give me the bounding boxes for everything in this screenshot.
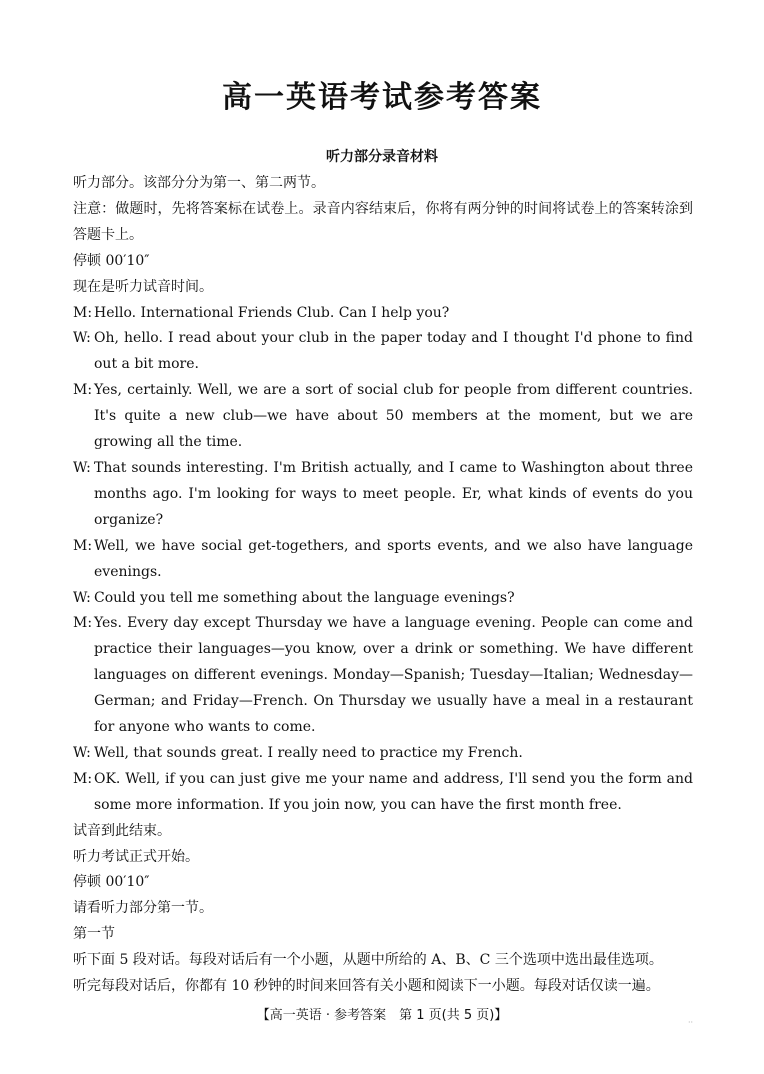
outro-paragraph: 请看听力部分第一节。 — [73, 900, 213, 917]
utterance: Well, we have social get-togethers, and sports events, and we also have language evenings. — [94, 537, 693, 580]
intro-paragraph: 听力部分。该部分分为第一、第二两节。 — [73, 175, 325, 191]
speaker-label: M: — [73, 615, 93, 632]
dialogue-line — [73, 456, 693, 534]
speaker-label: W: — [73, 330, 91, 347]
utterance: Oh, hello. I read about your club in the paper today and I thought I'd phone to find out a bit more. — [94, 330, 693, 373]
dialogue-line — [73, 611, 693, 741]
utterance: Could you tell me something about the language evenings? — [94, 589, 515, 606]
utterance: Well, that sounds great. I really need to practice my French. — [94, 744, 523, 761]
dialogue-line — [73, 378, 693, 456]
outro-paragraph: 试音到此结束。 — [73, 822, 171, 839]
outro-paragraph: 听力考试正式开始。 — [73, 848, 199, 865]
utterance: OK. Well, if you can just give me your name and address, I'll send you the form and some more information. If you join now, you can have the first month free. — [94, 770, 693, 813]
page-footer: 【高一英语 · 参考答案 第 1 页(共 5 页)】 — [256, 1008, 508, 1023]
utterance: Hello. International Friends Club. Can I help you? — [94, 304, 450, 321]
document-body — [73, 171, 693, 1000]
dialogue-line — [73, 767, 693, 819]
speaker-label: M: — [73, 382, 93, 399]
speaker-label: W: — [73, 744, 91, 761]
instruction-paragraph: 听完每段对话后，你都有 10 秒钟的时间来回答有关小题和阅读下一小题。每段对话仅读一遍。 — [73, 978, 660, 995]
utterance: That sounds interesting. I'm British actually, and I came to Washington about three months ago. I'm looking for ways to meet people. Er, what kinds of events do you organize? — [94, 459, 693, 528]
speaker-label: W: — [73, 589, 91, 606]
speaker-label: M: — [73, 770, 93, 787]
utterance: Yes, certainly. Well, we are a sort of social club for people from different countries. It's quite a new club—we have about 50 members at the moment, but we are growing all the time. — [94, 382, 693, 451]
instruction-paragraph: 听下面 5 段对话。每段对话后有一个小题，从题中所给的 A、B、C 三个选项中选出最佳选项。 — [73, 952, 663, 969]
dialogue-line — [73, 534, 693, 586]
dialogue-line — [73, 586, 693, 612]
section-subtitle: 听力部分录音材料 — [326, 149, 438, 165]
pause-note: 停顿 00′10″ — [73, 252, 150, 269]
dialogue-line — [73, 741, 693, 767]
speaker-label: M: — [73, 537, 93, 554]
dialogue-line — [73, 301, 693, 327]
speaker-label: W: — [73, 459, 91, 476]
speaker-label: M: — [73, 304, 93, 321]
page-title: 高一英语考试参考答案 — [222, 80, 542, 115]
dialogue-line — [73, 326, 693, 378]
utterance: Yes. Every day except Thursday we have a language evening. People can come and practice their languages—you know, over a drink or something. We have different languages on different evenings. Monday—Spanish; Tuesday—Italian; Wednesday—German; and Friday—French. On Thursday we usually have a meal in a restaurant for anyone who wants to come. — [94, 615, 693, 736]
intro-paragraph: 现在是听力试音时间。 — [73, 278, 213, 295]
intro-paragraph: 注意：做题时，先将答案标在试卷上。录音内容结束后，你将有两分钟的时间将试卷上的答案转涂到答题卡上。 — [73, 200, 693, 243]
scan-mark: ·· — [688, 1018, 694, 1027]
pause-note: 停顿 00′10″ — [73, 874, 150, 891]
section-heading: 第一节 — [73, 926, 115, 943]
